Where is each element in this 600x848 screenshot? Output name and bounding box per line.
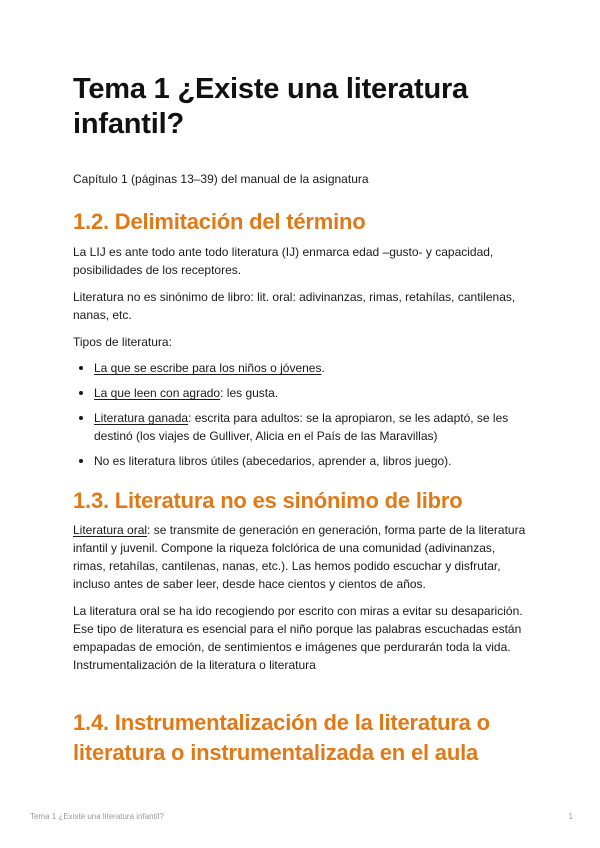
list-item-text: : les gusta.: [220, 386, 279, 400]
paragraph-oral-literature-preservation: La literatura oral se ha ido recogiendo por escrito con miras a evitar su desaparición. Ese tipo de literatura es esencial para el niño porque las palabras escuchadas están empapadas de emoción, de sentimientos e imágenes que perdurarán toda la vida. Instrumentalización de la literatura o literatura: [73, 604, 523, 672]
list-item: [73, 384, 528, 402]
paragraph-lij-definition: La LIJ es ante todo ante todo literatura (IJ) enmarca edad –gusto- y capacidad, posibilidades de los receptores.: [73, 245, 494, 277]
oral-literature-description: : se transmite de generación en generación, forma parte de la literatura infantil y juvenil. Compone la riqueza folclórica de una comunidad (adivinanzas, rimas, retahílas, cantilenas, nanas, etc.). Las hemos podido escuchar y disfrutar, incluso antes de saber leer, desde hace cientos y cientos de años.: [73, 523, 526, 591]
list-item-text: .: [321, 361, 325, 375]
footer-document-title: Tema 1 ¿Existe una literatura infantil?: [30, 812, 164, 821]
page-title: Tema 1 ¿Existe una literatura infantil?: [73, 73, 468, 140]
list-item-text: No es literatura libros útiles (abecedarios, aprender a, libros juego).: [94, 454, 452, 468]
bullet-icon: [79, 416, 83, 420]
literature-types-list: [73, 359, 528, 470]
section-1-4: [73, 708, 528, 768]
list-item-underlined: La que se escribe para los niños o jóvenes: [94, 361, 322, 375]
list-item: [73, 452, 528, 470]
section-1-2: [73, 207, 528, 237]
section-1-3: [73, 486, 528, 516]
list-item-text: : escrita para adultos: se la apropiaron, se les adaptó, se les destinó (los viajes de Gulliver, Alicia en el País de las Maravillas): [94, 411, 509, 443]
list-item: [73, 359, 528, 377]
list-item-underlined: La que leen con agrado: [94, 386, 221, 400]
oral-literature-term: Literatura oral: [73, 523, 148, 537]
chapter-reference: Capítulo 1 (páginas 13–39) del manual de la asignatura: [73, 172, 369, 186]
bullet-icon: [79, 391, 83, 395]
section-heading-1-3: 1.3. Literatura no es sinónimo de libro: [73, 488, 463, 513]
section-heading-1-4: 1.4. Instrumentalización de la literatura o literatura o instrumentalizada en el aula: [73, 710, 490, 765]
section-1-3-body: [73, 521, 528, 674]
paragraph-oral-literature-definition: [73, 521, 528, 593]
paragraph-types-label: Tipos de literatura:: [73, 335, 172, 349]
bullet-icon: [79, 366, 83, 370]
footer-page-number: 1: [568, 812, 573, 821]
section-1-2-body: [73, 243, 528, 470]
section-heading-1-2: 1.2. Delimitación del término: [73, 209, 366, 234]
document-page: [73, 0, 528, 848]
list-item: [73, 409, 528, 445]
bullet-icon: [79, 459, 83, 463]
paragraph-oral-literature: Literatura no es sinónimo de libro: lit. oral: adivinanzas, rimas, retahílas, cantilenas, nanas, etc.: [73, 290, 516, 322]
list-item-underlined: Literatura ganada: [94, 411, 189, 425]
